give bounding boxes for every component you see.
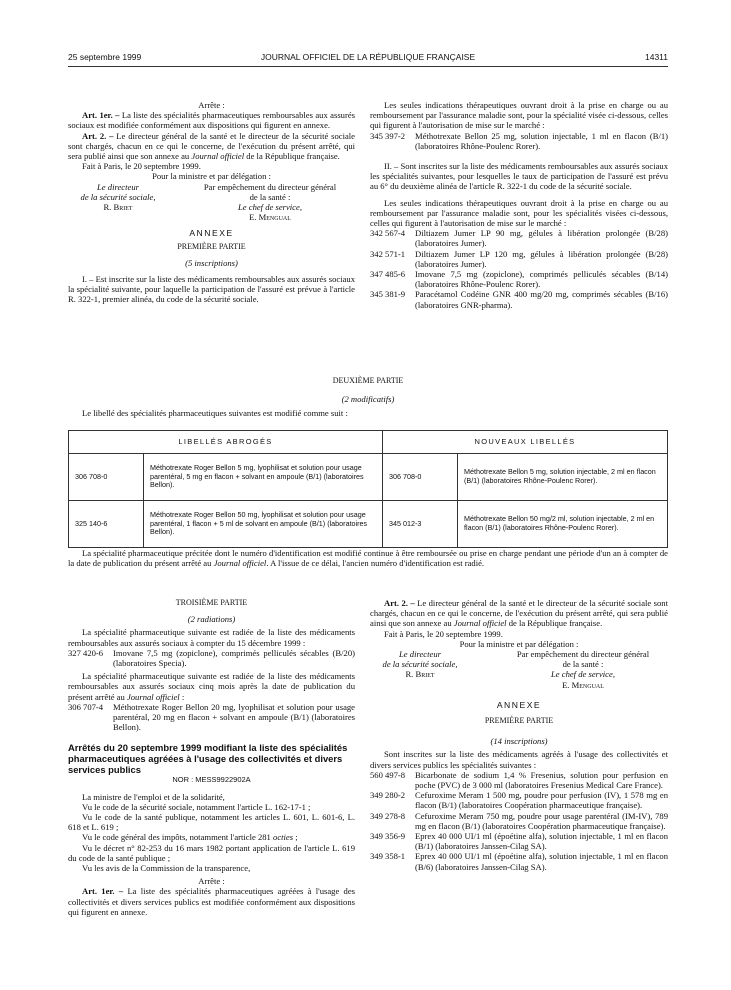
right-column-top: [370, 100, 668, 310]
delegation-line: Pour la ministre et par délégation :: [459, 638, 579, 649]
entry-code: 347 485-6: [370, 269, 406, 280]
section-I-text: I. – Est inscrite sur la liste des médicaments remboursables aux assurés sociaux la spécialité suivante, pour laquelle la participation de l'assuré est prévue à l'article R. 322-1, premier alinéa, du code de la sécurité sociale.: [68, 274, 355, 305]
list-item: [370, 228, 668, 248]
note-text: La spécialité pharmaceutique précitée dont le numéro d'identification est modifié continue à être remboursée ou prise en charge pendant une période d'un an à compter de la date de publication du présent arrêté au: [68, 548, 668, 569]
troisieme-partie-heading: TROISIÈME PARTIE: [175, 598, 248, 607]
list-item: [370, 770, 668, 790]
left-column-top: [68, 100, 355, 305]
new-text-cell: Méthotrexate Bellon 50 mg/2 ml, solution injectable, 2 ml en flacon (B/1) (laboratoires Rhône-Poulenc Rorer).: [458, 501, 668, 548]
article-2: [370, 598, 668, 629]
vu-3: [68, 832, 355, 842]
table-header-abroges: LIBELLÉS ABROGÉS: [69, 431, 383, 454]
list-item: [370, 811, 668, 831]
signature-block: [370, 649, 668, 690]
table-header-row: [69, 431, 668, 454]
vu-3-octies: octies: [273, 832, 294, 843]
old-text-cell: Méthotrexate Roger Bellon 50 mg, lyophilisat et solution pour usage parentéral, 1 flacon + 5 ml de solvant en ampoule (B/1) (laboratoires Bellon).: [144, 501, 383, 548]
article-1-label: Art. 1er. –: [82, 110, 120, 121]
sig-left-title: Le directeur: [97, 181, 139, 192]
deuxieme-partie-heading: DEUXIÈME PARTIE: [332, 376, 404, 385]
article-1: [68, 110, 355, 130]
nor-reference: NOR : MESS9922902A: [172, 775, 251, 785]
radiation-2-text: [68, 671, 355, 702]
header-journal-title: JOURNAL OFFICIEL DE LA RÉPUBLIQUE FRANÇAISE: [260, 52, 476, 62]
vu-2: Vu le code de la santé publique, notamment les articles L. 601, L. 601-6, L. 618 et L. 619 ;: [68, 812, 355, 833]
journal-officiel-ref: Journal officiel: [191, 151, 245, 162]
list-item: [370, 851, 668, 871]
entry-code: 349 358-1: [370, 851, 406, 862]
new-text-cell: Méthotrexate Bellon 5 mg, solution injectable, 2 ml en flacon (B/1) (laboratoires Rhône-Poulenc Rorer).: [458, 454, 668, 501]
article-2-text-end: de la République française.: [508, 618, 603, 629]
indications-text-2: Les seules indications thérapeutiques ouvrant droit à la prise en charge ou au remboursement par l'assurance maladie sont, pour les spécialités visées ci-dessous, celles qui figurent à l'autorisation de mise sur le marché :: [370, 197, 668, 229]
entry-code: 560 497-8: [370, 769, 406, 780]
list-item: [68, 648, 355, 668]
sig-right-line-2: de la santé :: [249, 191, 291, 202]
radiation-2-text-a: La spécialité pharmaceutique suivante est radiée de la liste des médicaments remboursables aux assurés sociaux cinq mois après la date de publication du présent arrêté au: [68, 671, 355, 702]
old-text-cell: Méthotrexate Roger Bellon 5 mg, lyophilisat et solution pour usage parentéral, 5 mg en flacon + solvant en ampoule (B/1) (laboratoires Bellon).: [144, 454, 383, 501]
entry-text: Diltiazem Jumer LP 90 mg, gélules à libération prolongée (B/28) (laboratoires Jumer).: [415, 228, 668, 249]
fait-a-paris: Fait à Paris, le 20 septembre 1999.: [384, 628, 503, 639]
vu-3-text: Vu le code général des impôts, notamment l'article 281: [82, 832, 271, 843]
sig-right-line-1: Par empêchement du directeur général: [203, 181, 337, 192]
radiation-1-text: La spécialité pharmaceutique suivante est radiée de la liste des médicaments remboursables aux assurés sociaux à compter du 15 décembre 1999 :: [68, 627, 355, 648]
table-row: [69, 454, 668, 501]
sig-right-line-1: Par empêchement du directeur général: [516, 649, 650, 660]
arrete-heading: Arrête :: [198, 100, 225, 110]
entry-code: 349 280-2: [370, 790, 406, 801]
entry-text: Méthotrexate Bellon 25 mg, solution injectable, 1 ml en flacon (B/1) (laboratoires Rhône-Poulenc Rorer).: [415, 130, 668, 151]
header-date: 25 septembre 1999: [68, 52, 142, 62]
table-row: [69, 501, 668, 548]
modificatifs-count: (2 modificatifs): [341, 394, 395, 405]
list-item: [370, 289, 668, 309]
list-item: [370, 790, 668, 810]
sig-left-title-2: de la sécurité sociale,: [382, 659, 458, 670]
intro-text: Sont inscrites sur la liste des médicaments agréés à l'usage des collectivités et divers services publics les spécialités suivantes :: [370, 749, 668, 770]
old-code-cell: 306 708-0: [69, 454, 144, 501]
annexe-heading: ANNEXE: [496, 699, 542, 710]
vu-5: Vu les avis de la Commission de la transparence,: [82, 863, 251, 874]
ministre-line: La ministre de l'emploi et de la solidarité,: [82, 791, 225, 802]
entry-text: Diltiazem Jumer LP 120 mg, gélules à libération prolongée (B/28) (laboratoires Jumer).: [415, 248, 668, 269]
entry-code: 349 356-9: [370, 831, 406, 842]
entry-code: 327 420-6: [68, 647, 104, 658]
modification-note: [68, 548, 668, 568]
libelles-table: [68, 430, 668, 548]
header-rule: [68, 66, 668, 67]
libelle-intro: Le libellé des spécialités pharmaceutiques suivantes est modifié comme suit :: [82, 408, 348, 419]
arretes-title: Arrêtés du 20 septembre 1999 modifiant la liste des spécialités pharmaceutiques agréées à l'usage des collectivités et divers services publics: [68, 742, 348, 776]
article-2-label: Art. 2. –: [82, 130, 114, 141]
journal-officiel-ref: Journal officiel: [453, 618, 507, 629]
deuxieme-partie: [68, 376, 668, 419]
list-item: [68, 702, 355, 733]
list-item: [370, 131, 668, 151]
entry-text: Imovane 7,5 mg (zopiclone), comprimés pelliculés sécables (B/20) (laboratoires Specia).: [113, 647, 355, 669]
old-code-cell: 325 140-6: [69, 501, 144, 548]
entry-code: 345 381-9: [370, 289, 406, 300]
article-1-text: La liste des spécialités pharmaceutiques agréées à l'usage des collectivités et divers services publics est modifiée conformément aux dispositions qui figurent en annexe.: [68, 886, 355, 917]
new-code-cell: 306 708-0: [383, 454, 458, 501]
annexe-heading: ANNEXE: [189, 228, 234, 239]
vu-3-end: ;: [295, 832, 298, 843]
vu-4: Vu le décret n° 82-253 du 16 mars 1982 portant application de l'article L. 619 du code de la santé publique ;: [68, 842, 355, 863]
arrete-heading: Arrête :: [198, 876, 225, 887]
note-text-end: . A l'issue de ce délai, l'ancien numéro d'identification est radié.: [266, 558, 485, 569]
section-II-text: II. – Sont inscrites sur la liste des médicaments remboursables aux assurés sociaux les spécialités suivantes, pour lesquelles le taux de participation de l'assuré est prévu au 6° du deuxième alinéa de l'article R. 322-1 du code de la sécurité sociale.: [370, 161, 668, 192]
article-2-text-end: de la République française.: [246, 151, 340, 162]
entry-code: 306 707-4: [68, 701, 104, 712]
entry-text: Méthotrexate Roger Bellon 20 mg, lyophilisat et solution pour usage parentéral, 20 mg en flacon + solvant en ampoule (B/1) (laboratoires Bellon).: [113, 701, 355, 733]
list-item: [370, 249, 668, 269]
inscriptions-count: (5 inscriptions): [185, 257, 238, 268]
entry-text: Cefuroxime Meram 750 mg, poudre pour usage parentéral (IM-IV), 789 mg en flacon (B/1) (laboratoires Coopération pharmaceutique française).: [415, 810, 668, 831]
header-page-number: 14311: [644, 52, 668, 62]
sig-right-title: Le chef de service,: [238, 202, 302, 213]
entry-text: Bicarbonate de sodium 1,4 % Fresenius, solution pour perfusion en poche (PVC) de 3 000 ml (laboratoires Fresenius Medical Care France).: [415, 769, 668, 791]
entry-code: 349 278-8: [370, 810, 406, 821]
sig-right-line-2: de la santé :: [562, 659, 604, 670]
right-column-bottom: [370, 598, 668, 872]
signature-block: [68, 182, 355, 223]
article-2-text: Le directeur général de la santé et le directeur de la sécurité sociale sont chargés, chacun en ce qui le concerne, de l'exécution du présent arrêté, qui sera publié ainsi que son annexe au: [68, 130, 355, 162]
article-2: [68, 131, 355, 162]
article-1-text: La liste des spécialités pharmaceutiques remboursables aux assurés sociaux est modifiée conformément aux dispositions qui figurent en annexe.: [68, 110, 355, 131]
sig-right-name: E. Mengual: [249, 212, 291, 223]
journal-officiel-ref: Journal officiel: [126, 691, 180, 702]
list-item: [370, 831, 668, 851]
left-column-bottom: [68, 598, 355, 917]
article-1-label: Art. 1er. –: [82, 886, 124, 897]
sig-left-name: R. Briet: [103, 202, 133, 213]
radiation-2-text-b: :: [181, 691, 185, 702]
sig-left-name: R. Briet: [405, 669, 435, 680]
fait-a-paris: Fait à Paris, le 20 septembre 1999.: [82, 161, 201, 172]
page-header: [68, 52, 668, 66]
article-1: [68, 886, 355, 917]
premiere-partie-heading: PREMIÈRE PARTIE: [484, 716, 554, 726]
new-code-cell: 345 012-3: [383, 501, 458, 548]
sig-left-title-2: de la sécurité sociale,: [80, 191, 156, 202]
entry-code: 342 571-1: [370, 248, 406, 259]
journal-officiel-ref: Journal officiel: [213, 558, 267, 569]
sig-left-title: Le directeur: [399, 649, 441, 660]
vu-1: Vu le code de la sécurité sociale, notamment l'article L. 162-17-1 ;: [82, 801, 311, 812]
entry-text: Paracétamol Codéine GNR 400 mg/20 mg, comprimés sécables (B/16) (laboratoires GNR-pharma).: [415, 289, 668, 310]
radiations-count: (2 radiations): [187, 614, 236, 625]
premiere-partie-heading: PREMIÈRE PARTIE: [177, 241, 246, 251]
entry-text: Cefuroxime Meram 1 500 mg, poudre pour perfusion (IV), 1 578 mg en flacon (B/1) (laboratoires Coopération pharmaceutique française).: [415, 790, 668, 811]
entry-text: Eprex 40 000 UI/1 ml (époétine alfa), solution injectable, 1 ml en flacon (B/1) (laboratoires Janssen-Cilag SA).: [415, 831, 668, 852]
table-header-nouveaux: NOUVEAUX LIBELLÉS: [383, 431, 668, 454]
inscriptions-count: (14 inscriptions): [490, 736, 548, 747]
list-item: [370, 269, 668, 289]
entry-code: 342 567-4: [370, 228, 406, 239]
article-2-label: Art. 2. –: [384, 598, 415, 608]
sig-right-title: Le chef de service,: [551, 669, 615, 680]
entry-text: Eprex 40 000 UI/1 ml (époétine alfa), solution injectable, 1 ml en flacon (B/6) (laboratoires Janssen-Cilag SA).: [415, 851, 668, 872]
entry-text: Imovane 7,5 mg (zopiclone), comprimés pelliculés sécables (B/14) (laboratoires Rhône-Poulenc Rorer).: [415, 269, 668, 290]
entry-code: 345 397-2: [370, 130, 406, 141]
indications-text-1: Les seules indications thérapeutiques ouvrant droit à la prise en charge ou au remboursement par l'assurance maladie sont, pour la spécialité visée ci-dessous, celles qui figurent à l'autorisation de mise sur le marché :: [370, 100, 668, 131]
delegation-line: Pour la ministre et par délégation :: [152, 171, 271, 182]
article-2-text: Le directeur général de la santé et le directeur de la sécurité sociale sont chargés, chacun en ce qui le concerne, de l'exécution du présent arrêté, qui sera publié ainsi que son annexe au: [370, 598, 668, 629]
sig-right-name: E. Mengual: [562, 679, 604, 690]
